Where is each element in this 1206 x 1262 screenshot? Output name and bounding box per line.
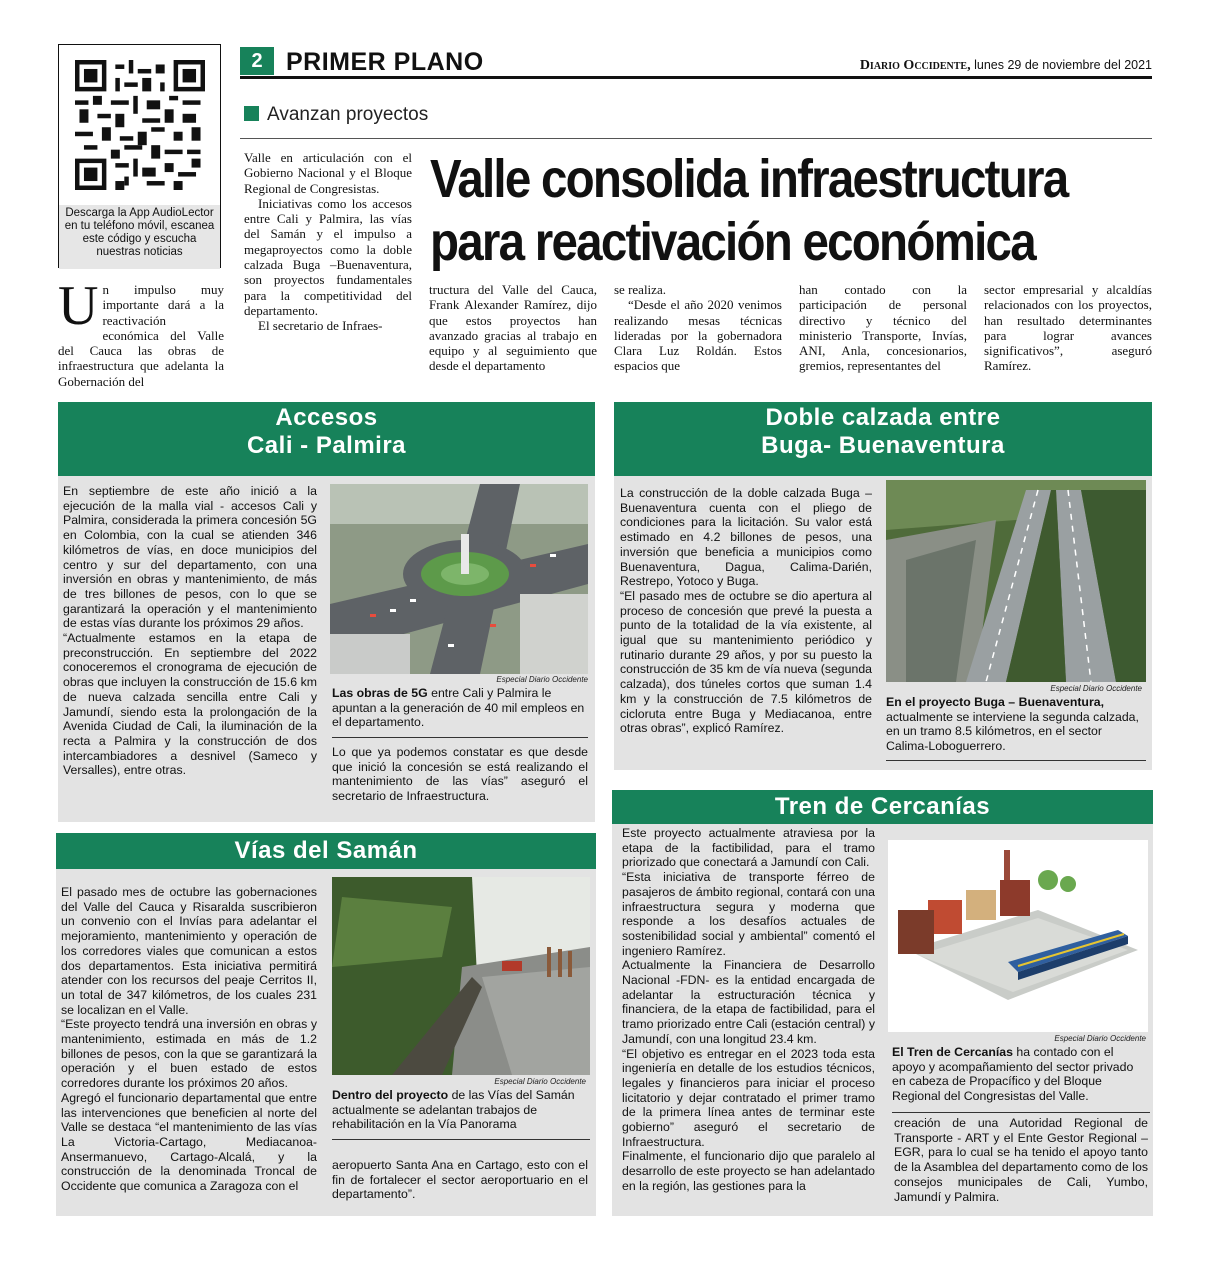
caption-saman bbox=[332, 1088, 588, 1132]
kicker-text: Avanzan proyectos bbox=[267, 104, 429, 125]
header-rule bbox=[240, 76, 1152, 79]
box-vias-saman bbox=[56, 833, 596, 1216]
box-tren-title: Tren de Cercanías bbox=[612, 790, 1153, 824]
box-tren-para-2: “Esta iniciativa de transporte férreo de pasajeros de ámbito regional, contará con una infraestructura segura y moderna que responde a los desafíos actuales de sostenibilidad social y ambiental” comentó el ingeniero Ramírez. bbox=[622, 870, 875, 958]
kicker bbox=[244, 104, 428, 126]
road-works-photo bbox=[332, 877, 590, 1075]
headline-line-1: Valle consolida infraestructura bbox=[430, 149, 1068, 209]
article-col-6-text: sector empresarial y alcaldías relacionados con los proyectos, han resultado determinantes para lograr avances significativos”, aseguró Ramírez. bbox=[984, 282, 1152, 374]
photo-credit-tren: Especial Diario Occidente bbox=[1054, 1034, 1146, 1043]
caption-tren bbox=[892, 1045, 1148, 1103]
box-tren-para-1: Este proyecto actualmente atraviesa por la etapa de la factibilidad, para el tramo priorizado que conectará a Jamundí con Cali. bbox=[622, 826, 875, 870]
box-tren-cercanias bbox=[612, 790, 1153, 1216]
caption-rule bbox=[892, 1112, 1150, 1113]
caption-rule bbox=[886, 760, 1146, 761]
section-title: PRIMER PLANO bbox=[286, 48, 484, 76]
kicker-square-icon bbox=[244, 106, 259, 121]
qr-code-area bbox=[59, 45, 220, 205]
caption-rule bbox=[332, 737, 588, 738]
box-saman-para-3: Agregó el funcionario departamental que entre las intervenciones que beneficien al norte del Valle se destaca “el mantenimiento de las vías La Victoria-Cartago, Mediacanoa-Ansermanuevo, Cartago-Alcalá, y la construcción de la denominada Troncal de Occidente que comunica a Zaragoza con el bbox=[61, 1090, 317, 1194]
road-works-illustration bbox=[332, 877, 590, 1075]
box-buga-title-2: Buga- Buenaventura bbox=[761, 432, 1005, 459]
box-buga-header bbox=[614, 402, 1152, 476]
article-col-2 bbox=[244, 150, 412, 334]
caption-buga bbox=[886, 695, 1142, 753]
box-buga-text bbox=[620, 486, 872, 736]
caption-tren-bold: El Tren de Cercanías bbox=[892, 1045, 1013, 1059]
box-saman-para-1: El pasado mes de octubre las gobernaciones del Valle del Cauca y Risaralda suscribieron un convenio con el Invías para adelantar el mejoramiento, mantenimiento y operación de los corredores viales que comunican a estos dos departamentos. Esta iniciativa permitirá atender con los recursos del peaje Cerritos II, un total de 347 kilómetros, de los cuales 231 se localizan en el Valle. bbox=[61, 885, 317, 1017]
box-tren-para-6: creación de una Autoridad Regional de Transporte - ART y el Ente Gestor Regional – EGR, para lo cual se ha tenido el apoyo tanto de la Asamblea del departamento como de los consejos municipales de Cali, Yumbo, Jamundí y Palmira. bbox=[894, 1116, 1148, 1204]
issue-date: lunes 29 de noviembre del 2021 bbox=[974, 58, 1152, 72]
caption-cali bbox=[332, 686, 588, 730]
article-col-5 bbox=[799, 282, 967, 374]
masthead bbox=[740, 58, 1152, 74]
box-saman-para-2: “Este proyecto tendrá una inversión en obras y mantenimiento, estimada en más de 1.2 billones de pesos, con la que se garantizará la operación y el buen estado de estos corredores durante los próximos 20 años. bbox=[61, 1017, 317, 1091]
qr-code-icon bbox=[75, 60, 205, 190]
box-buga-para-1: La construcción de la doble calzada Buga – Buenaventura cuenta con el pliego de condiciones para la licitación. Su valor está estimado en 4.2 billones de pesos, una inversión que beneficia a municipios como Buenaventura, Dagua, Calima-Darién, Restrepo, Yotoco y Buga. bbox=[620, 486, 872, 589]
box-buga-buenaventura bbox=[614, 402, 1152, 770]
caption-buga-rest: actualmente se interviene la segunda calzada, en un tramo 8.5 kilómetros, en el sector Calima-Loboguerrero. bbox=[886, 709, 1139, 753]
photo-credit-cali: Especial Diario Occidente bbox=[496, 675, 588, 684]
caption-tren-rest: ha contado con el apoyo y acompañamiento del sector privado en cabeza de Propacífico y del Bloque Regional del Congresistas del Valle. bbox=[892, 1045, 1134, 1103]
article-col-6 bbox=[984, 282, 1152, 374]
box-cali-title-1: Accesos bbox=[275, 404, 378, 431]
article-col-5-text: han contado con la participación de personal directivo y técnico del ministerio Transporte, Invías, ANI, Anla, concesionarios, gremios, representantes del bbox=[799, 282, 967, 374]
article-col-3 bbox=[429, 282, 597, 374]
qr-caption: Descarga la App AudioLector en tu teléfono móvil, escanea este código y escucha nuestras noticias bbox=[59, 205, 220, 269]
box-tren-text bbox=[622, 826, 875, 1194]
box-saman-title: Vías del Samán bbox=[56, 833, 596, 869]
article-col-2-para-3: El secretario de Infraes- bbox=[258, 318, 383, 334]
box-cali-para-1: En septiembre de este año inició a la ejecución de la malla vial - accesos Cali y Palmira, considerada la primera concesión 5G en Colombia, con la cual se atienden 346 kilómetros de vías, en doce municipios del centro y sur del departamento, con una inversión en obras y mantenimiento, de más de tres billones de pesos, con lo que se garantizará la operación y el mantenimiento de estas vías durante los próximos 29 años. bbox=[63, 484, 317, 631]
box-saman-para-4: aeropuerto Santa Ana en Cartago, esto con el fin de fortalecer el sector aeroportuario en el departamento”. bbox=[332, 1158, 588, 1202]
paper-name: Diario Occidente, bbox=[859, 58, 971, 73]
caption-rule bbox=[332, 1139, 590, 1140]
headline-line-2: para reactivación económica bbox=[430, 212, 1035, 272]
box-saman-text bbox=[61, 885, 317, 1194]
caption-cali-bold: Las obras de 5G bbox=[332, 686, 428, 700]
article-col-4 bbox=[614, 282, 782, 374]
caption-saman-bold: Dentro del proyecto bbox=[332, 1088, 449, 1102]
caption-cali-rest: entre Cali y Palmira le apuntan a la generación de 40 mil empleos en el departamento. bbox=[332, 686, 585, 729]
headline bbox=[430, 148, 1069, 274]
article-col-2-para-2: Iniciativas como los accesos entre Cali y Palmira, las vías del Samán y el impulso a megaproyectos como la doble calzada Buga –Buenaventura, son proyectos fundamentales para la competitividad del departamento. bbox=[244, 195, 412, 318]
box-cali-palmira bbox=[58, 402, 595, 822]
box-tren-para-4: “El objetivo es entregar en el 2023 toda esta ingeniería en detalle de los estudios técnicos, legales y financieros para iniciar el proceso licitatorio y dejar contratado el primer tramo de la primera línea antes de terminar este gobierno” aseguró el secretario de Infraestructura. bbox=[622, 1046, 875, 1149]
box-tren-para-3: Actualmente la Financiera de Desarrollo Nacional -FDN- es la entidad encargada de adelantar la estructuración técnica y financiera, de la etapa de factibilidad, para el tramo priorizado entre Cali (estación central) y Jamundí, con una longitud 23.4 km. bbox=[622, 958, 875, 1046]
highway-photo bbox=[886, 480, 1146, 682]
box-cali-header bbox=[58, 402, 595, 476]
train-photo bbox=[888, 840, 1148, 1032]
article-col-1 bbox=[58, 275, 224, 389]
article-col-3-text: tructura del Valle del Cauca, Frank Alexander Ramírez, dijo que estos proyectos han avanzado gracias al trabajo en equipo y al seguimiento que desde el departamento bbox=[429, 282, 597, 374]
box-cali-title-2: Cali - Palmira bbox=[246, 432, 407, 459]
article-col-2-para-1: Valle en articulación con el Gobierno Nacional y el Bloque Regional de Congresistas. bbox=[244, 150, 412, 196]
roundabout-photo bbox=[330, 484, 588, 674]
article-col-1-text: n impulso muy importante dará a la reactivación económica del Valle del Cauca las obras de infraestructura que adelanta la Gobernación del bbox=[58, 282, 224, 389]
box-buga-title-1: Doble calzada entre bbox=[765, 404, 1001, 431]
page-number: 2 bbox=[240, 47, 274, 75]
kicker-rule bbox=[240, 138, 1152, 139]
photo-credit-saman: Especial Diario Occidente bbox=[494, 1077, 586, 1086]
photo-credit-buga: Especial Diario Occidente bbox=[1050, 684, 1142, 693]
box-cali-para-2: “Actualmente estamos en la etapa de preconstrucción. En septiembre del 2022 conoceremos el cronograma de ejecución de obras que incluyen la construcción de 15.6 km de nueva calzada sencilla entre Cali y Jamundí, siendo esta la prolongación de la Avenida Ciudad de Cali, la iluminación de la recta a Palmira y la construcción de dos intercambiadores a desnivel (Sameco y Versalles), entre otras. bbox=[63, 631, 317, 778]
highway-illustration bbox=[886, 480, 1146, 682]
caption-buga-bold: En el proyecto Buga – Buenaventura, bbox=[886, 695, 1104, 709]
qr-code-panel bbox=[58, 44, 221, 268]
drop-cap: U bbox=[58, 275, 99, 337]
roundabout-illustration bbox=[330, 484, 588, 674]
article-col-4-para-1: se realiza. bbox=[614, 282, 666, 297]
box-buga-para-2: “El pasado mes de octubre se dio apertura al proceso de concesión que prevé la puesta a punto de la totalidad de la vía existente, al igual que su mantenimiento periódico y rutinario durante 29 años, y por su puesto la construcción de 35 km de vía nueva (segunda calzada), dos túneles cortos que suman 1.4 km y la construcción de 7.5 kilómetros de cicloruta entre Buga y Mediacanoa, entre otras obras”, explicó Ramírez. bbox=[620, 588, 872, 736]
caption-saman-rest: de las Vías del Samán actualmente se adelantan trabajos de rehabilitación en la Vía Panorama bbox=[332, 1088, 575, 1131]
article-col-4-para-2: “Desde el año 2020 venimos realizando mesas técnicas lideradas por la gobernadora Clara Luz Roldán. Estos espacios que bbox=[614, 297, 782, 374]
box-tren-para-5: Finalmente, el funcionario dijo que paralelo al desarrollo de este proyecto se han adelantado en la región, las gestiones para la bbox=[622, 1149, 875, 1193]
train-illustration bbox=[888, 840, 1148, 1032]
box-cali-text bbox=[63, 484, 317, 778]
box-cali-para-3: Lo que ya podemos constatar es que desde que inició la concesión se está realizando el mantenimiento de las vías” aseguró el secretario de Infraestructura. bbox=[332, 745, 588, 804]
